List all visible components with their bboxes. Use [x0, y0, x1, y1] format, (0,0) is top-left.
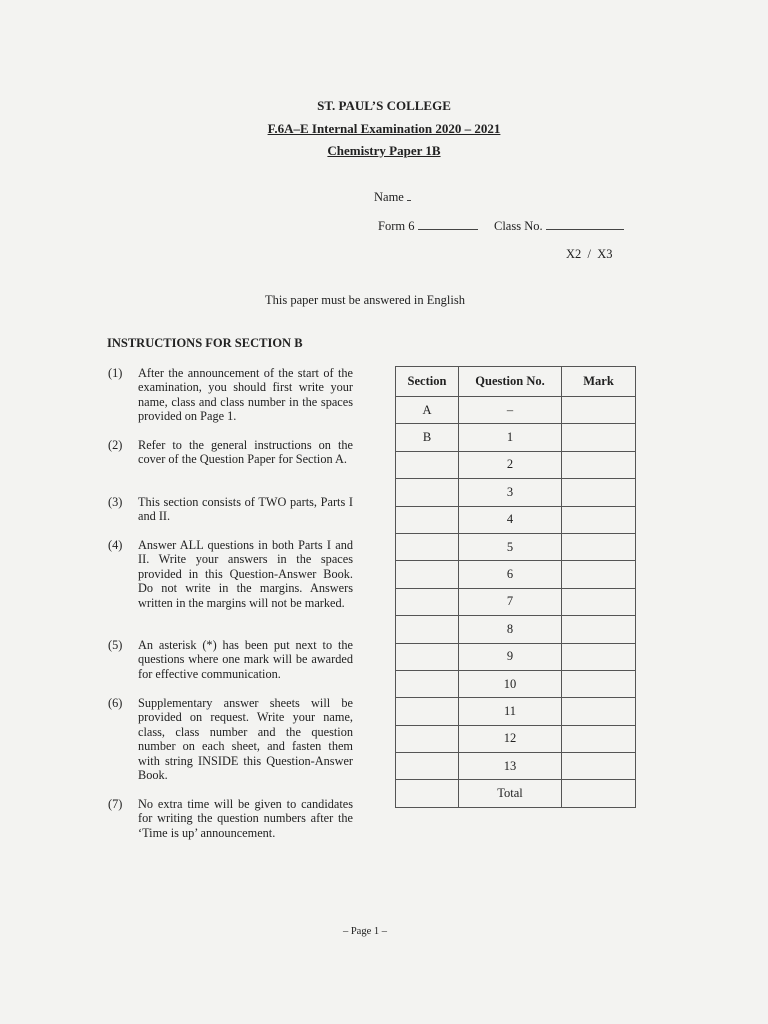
- name-field[interactable]: [374, 190, 411, 205]
- question-no-cell: 10: [459, 670, 562, 697]
- instruction-text: Refer to the general instructions on the cover of the Question Paper for Section A.: [138, 438, 353, 467]
- mark-table-body: [396, 397, 636, 808]
- mark-table-row: [396, 479, 636, 506]
- instruction-number: (2): [108, 438, 123, 452]
- instruction-number: (5): [108, 638, 123, 652]
- instruction-item: [108, 696, 353, 782]
- mark-table-row: [396, 725, 636, 752]
- question-no-cell: 12: [459, 725, 562, 752]
- section-cell: [396, 643, 459, 670]
- instruction-text: Answer ALL questions in both Parts I and II. Write your answers in the spaces provided in this Question-Answer Book. Do not write in the margins. Answers written in the margins will not be marked.: [138, 538, 353, 610]
- header-question-no: Question No.: [459, 367, 562, 397]
- exam-title: F.6A–E Internal Examination 2020 – 2021: [267, 121, 501, 136]
- mark-table-row: [396, 561, 636, 588]
- mark-cell[interactable]: [562, 753, 636, 780]
- question-no-cell: 2: [459, 451, 562, 478]
- question-no-cell: 4: [459, 506, 562, 533]
- instruction-item: [108, 538, 353, 610]
- section-cell: B: [396, 424, 459, 451]
- class-no-field[interactable]: [494, 219, 624, 234]
- mark-cell[interactable]: [562, 780, 636, 807]
- instruction-number: (6): [108, 696, 123, 710]
- mark-table-row: [396, 588, 636, 615]
- section-cell: A: [396, 397, 459, 424]
- instruction-item: [108, 797, 353, 840]
- instruction-item: [108, 638, 353, 681]
- mark-cell[interactable]: [562, 725, 636, 752]
- form-label: Form 6: [378, 219, 415, 233]
- section-cell: [396, 533, 459, 560]
- question-no-cell: 1: [459, 424, 562, 451]
- mark-cell[interactable]: [562, 588, 636, 615]
- instruction-number: (4): [108, 538, 123, 552]
- question-no-cell: 11: [459, 698, 562, 725]
- mark-cell[interactable]: [562, 643, 636, 670]
- mark-table: [395, 366, 636, 808]
- language-note: This paper must be answered in English: [265, 293, 465, 307]
- question-no-cell: 8: [459, 616, 562, 643]
- mark-cell[interactable]: [562, 397, 636, 424]
- instruction-item: [108, 495, 353, 524]
- mark-cell[interactable]: [562, 533, 636, 560]
- instruction-item: [108, 366, 353, 424]
- school-name: ST. PAUL’S COLLEGE: [317, 98, 451, 113]
- section-cell: [396, 561, 459, 588]
- mark-table-row: [396, 753, 636, 780]
- instruction-text: Supplementary answer sheets will be provided on request. Write your name, class, class number and the question number on each sheet, and fasten them with string INSIDE this Question-Answer Book.: [138, 696, 353, 783]
- mark-table-row: [396, 506, 636, 533]
- question-no-cell: 9: [459, 643, 562, 670]
- header-section: Section: [396, 367, 459, 397]
- section-cell: [396, 479, 459, 506]
- section-cell: [396, 670, 459, 697]
- question-no-cell: 13: [459, 753, 562, 780]
- mark-cell[interactable]: [562, 616, 636, 643]
- mark-table-row: [396, 616, 636, 643]
- mark-table-header-row: [396, 367, 636, 397]
- mark-cell[interactable]: [562, 506, 636, 533]
- section-cell: [396, 588, 459, 615]
- form-field[interactable]: [378, 219, 478, 234]
- section-cell: [396, 725, 459, 752]
- instruction-number: (1): [108, 366, 123, 380]
- mark-table-row: [396, 670, 636, 697]
- section-cell: [396, 698, 459, 725]
- name-label: Name: [374, 190, 404, 204]
- mark-table-row: [396, 451, 636, 478]
- section-cell: [396, 506, 459, 533]
- instruction-number: (7): [108, 797, 123, 811]
- instruction-item: [108, 438, 353, 467]
- question-no-cell: 7: [459, 588, 562, 615]
- mark-table-row: [396, 780, 636, 807]
- mark-cell[interactable]: [562, 561, 636, 588]
- class-no-blank[interactable]: [546, 219, 624, 230]
- mark-cell[interactable]: [562, 698, 636, 725]
- instruction-text: After the announcement of the start of the examination, you should first write your name, class and class number in the spaces provided on Page 1.: [138, 366, 353, 424]
- question-no-cell: 3: [459, 479, 562, 506]
- mark-cell[interactable]: [562, 670, 636, 697]
- section-cell: [396, 780, 459, 807]
- instructions-title: INSTRUCTIONS FOR SECTION B: [107, 336, 303, 350]
- section-cell: [396, 753, 459, 780]
- mark-cell[interactable]: [562, 451, 636, 478]
- instruction-text: No extra time will be given to candidates for writing the question numbers after the ‘Time is up’ announcement.: [138, 797, 353, 840]
- question-no-cell: 5: [459, 533, 562, 560]
- question-no-cell: 6: [459, 561, 562, 588]
- question-no-cell: –: [459, 397, 562, 424]
- section-cell: [396, 451, 459, 478]
- mark-cell[interactable]: [562, 424, 636, 451]
- mark-table-row: [396, 424, 636, 451]
- mark-table-row: [396, 533, 636, 560]
- mark-table-row: [396, 397, 636, 424]
- question-no-cell: Total: [459, 780, 562, 807]
- name-blank[interactable]: [407, 190, 411, 201]
- form-blank[interactable]: [418, 219, 478, 230]
- mark-table-row: [396, 698, 636, 725]
- class-code: X2 / X3: [566, 247, 613, 261]
- paper-title: Chemistry Paper 1B: [327, 143, 441, 158]
- instruction-text: An asterisk (*) has been put next to the questions where one mark will be awarded for effective communication.: [138, 638, 353, 681]
- instruction-text: This section consists of TWO parts, Parts I and II.: [138, 495, 353, 524]
- mark-cell[interactable]: [562, 479, 636, 506]
- instruction-number: (3): [108, 495, 123, 509]
- class-no-label: Class No.: [494, 219, 543, 233]
- page-number: – Page 1 –: [342, 926, 388, 937]
- section-cell: [396, 616, 459, 643]
- header-mark: Mark: [562, 367, 636, 397]
- mark-table-row: [396, 643, 636, 670]
